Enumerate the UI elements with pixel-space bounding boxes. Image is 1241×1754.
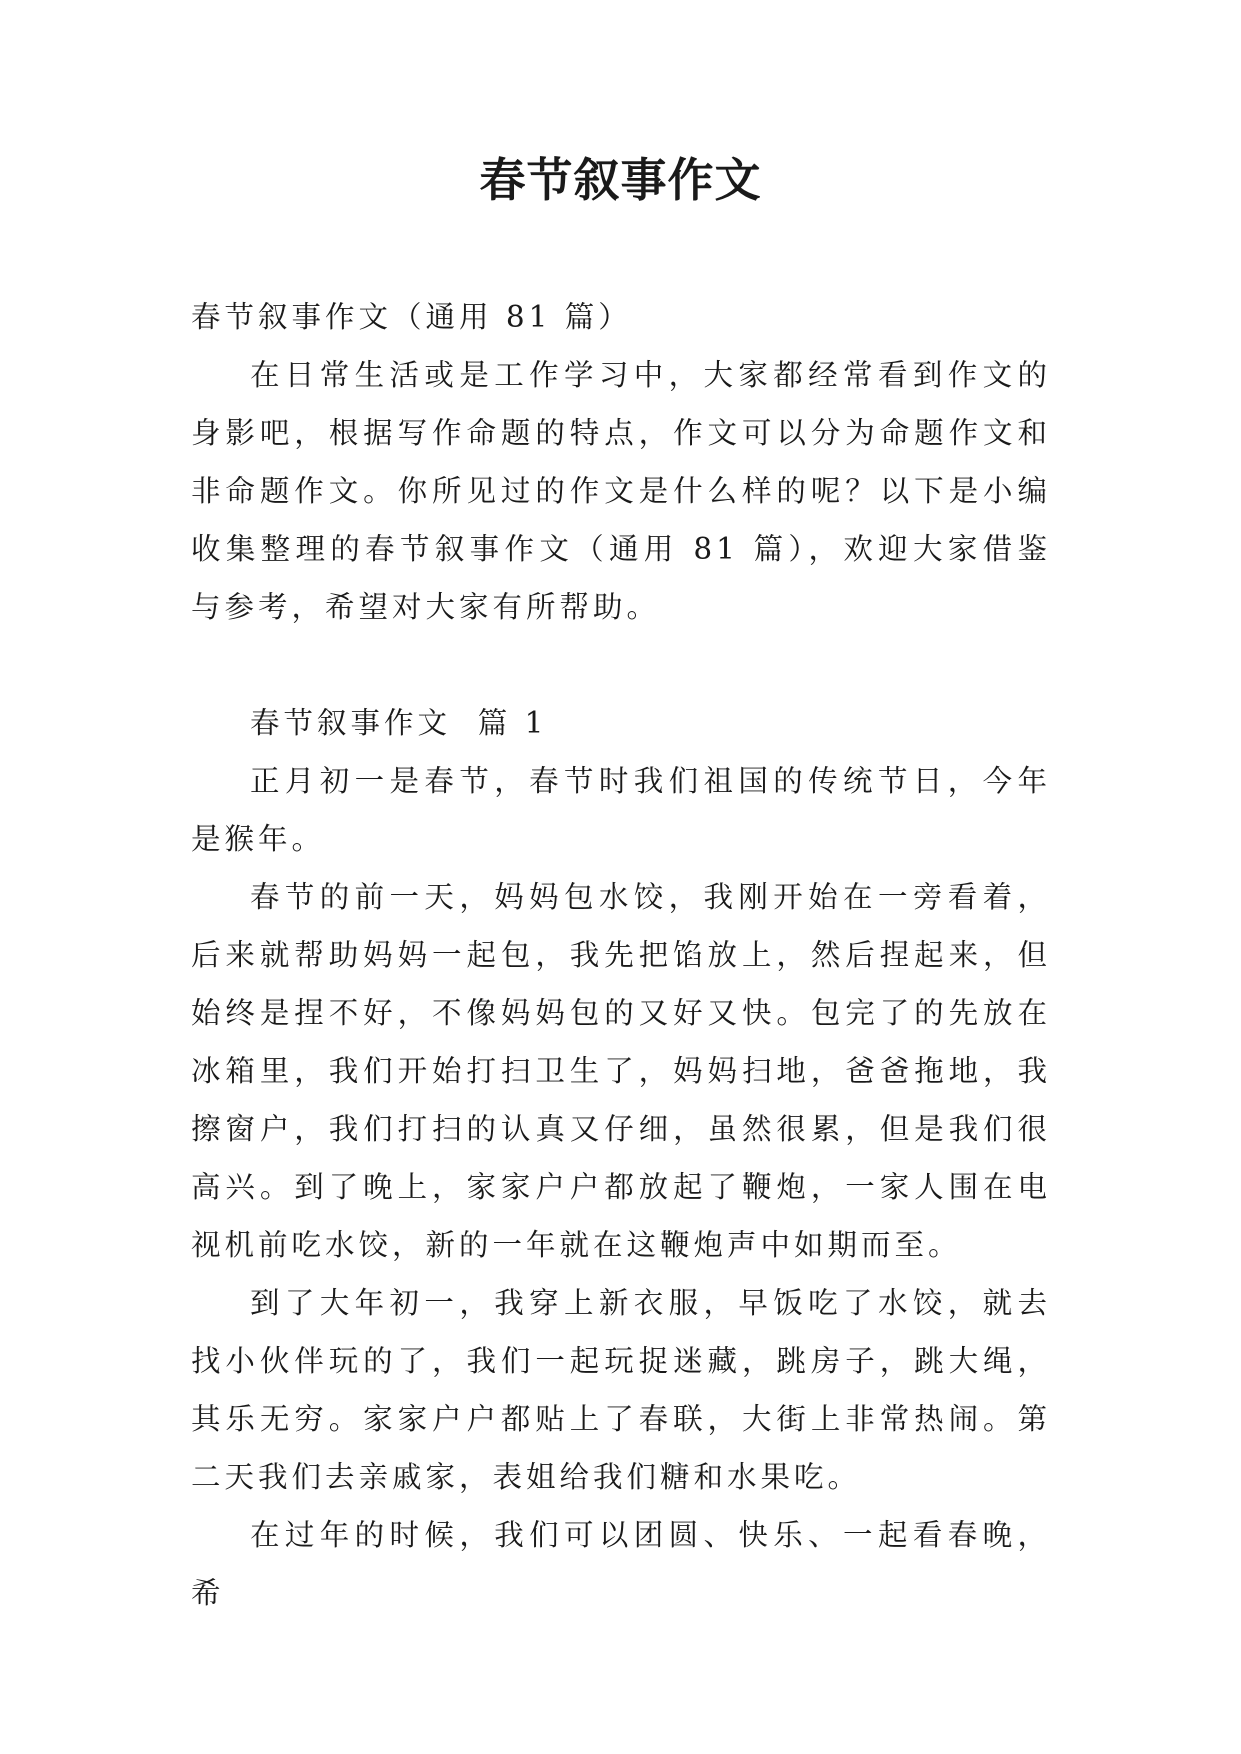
paragraph: 到了大年初一，我穿上新衣服，早饭吃了水饺，就去找小伙伴玩的了，我们一起玩捉迷藏，跳房子，跳大绳，其乐无穷。家家户户都贴上了春联，大街上非常热闹。第二天我们去亲戚家，表姐给我们糖和水果吃。 [191,1286,1051,1494]
intro-paragraph: 在日常生活或是工作学习中，大家都经常看到作文的身影吧，根据写作命题的特点，作文可以分为命题作文和非命题作文。你所见过的作文是什么样的呢？以下是小编收集整理的春节叙事作文（通用 81 篇），欢迎大家借鉴与参考，希望对大家有所帮助。 [191,358,1051,624]
document-subtitle: 春节叙事作文（通用 81 篇） [191,300,632,334]
paragraph: 正月初一是春节，春节时我们祖国的传统节日，今年是猴年。 [191,764,1051,856]
paragraph: 春节的前一天，妈妈包水饺，我刚开始在一旁看着，后来就帮助妈妈一起包，我先把馅放上，然后捏起来，但始终是捏不好，不像妈妈包的又好又快。包完了的先放在冰箱里，我们开始打扫卫生了，妈妈扫地，爸爸拖地，我擦窗户，我们打扫的认真又仔细，虽然很累，但是我们很高兴。到了晚上，家家户户都放起了鞭炮，一家人围在电视机前吃水饺，新的一年就在这鞭炮声中如期而至。 [191,880,1051,1262]
document-body [191,288,1051,1622]
document-title: 春节叙事作文 [479,153,762,207]
section-title: 春节叙事作文 篇 1 [250,706,548,740]
paragraph: 在过年的时候，我们可以团圆、快乐、一起看春晚，希 [191,1518,1051,1610]
